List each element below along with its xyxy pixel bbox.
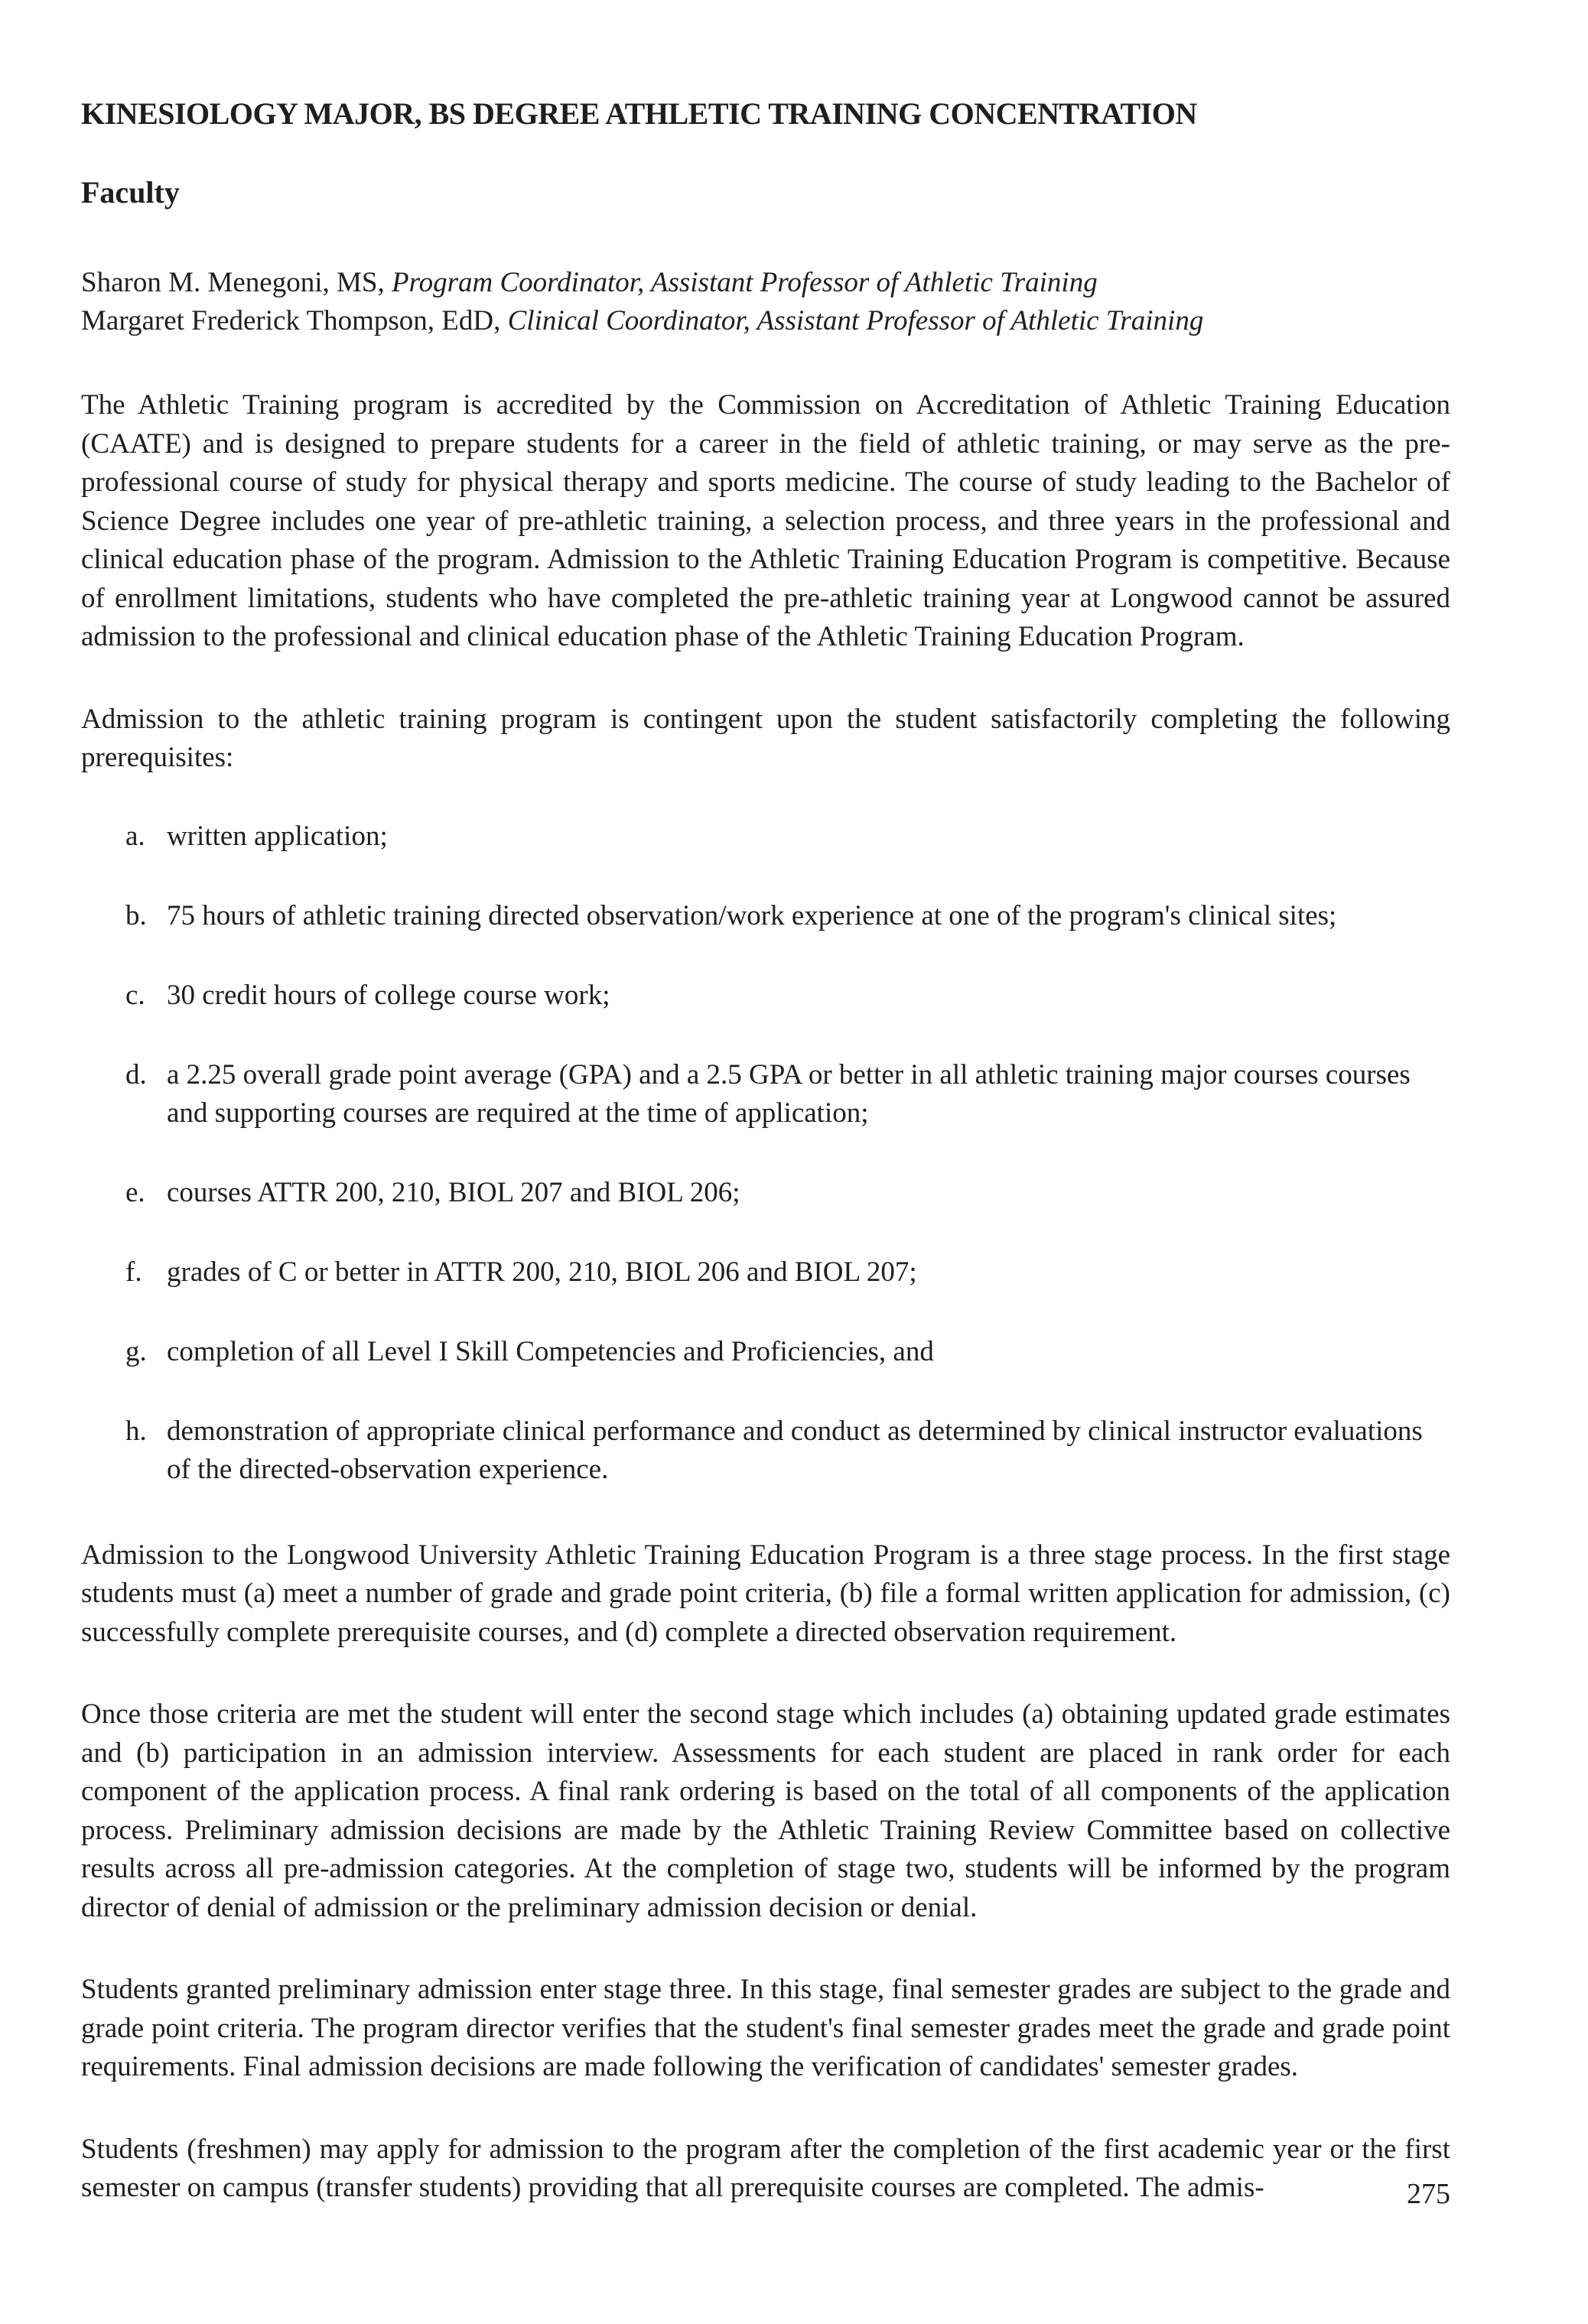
list-item xyxy=(81,1412,1450,1489)
list-item-text: 30 credit hours of college course work; xyxy=(167,979,610,1011)
list-item xyxy=(81,817,1450,856)
list-item-text: 75 hours of athletic training directed observation/work experience at one of the program's clinical sites; xyxy=(167,899,1337,931)
list-item-text: a 2.25 overall grade point average (GPA) and a 2.5 GPA or better in all athletic training major courses courses and supporting courses are required at the time of application; xyxy=(167,1058,1411,1129)
prerequisites-list xyxy=(81,817,1450,1489)
list-item xyxy=(81,977,1450,1015)
list-item-letter: d. xyxy=(125,1058,147,1090)
list-item xyxy=(81,897,1450,935)
faculty-entry xyxy=(81,264,1450,302)
faculty-role: Clinical Coordinator, Assistant Professor of Athletic Training xyxy=(507,305,1204,336)
list-item-text: courses ATTR 200, 210, BIOL 207 and BIOL 206; xyxy=(167,1176,740,1208)
list-item xyxy=(81,1253,1450,1292)
page-number: 275 xyxy=(1407,2178,1450,2210)
list-item-letter: e. xyxy=(125,1176,145,1208)
page-title: KINESIOLOGY MAJOR, BS DEGREE ATHLETIC TRAINING CONCENTRATION xyxy=(81,96,1197,131)
faculty-heading: Faculty xyxy=(81,175,180,210)
list-item-text: grades of C or better in ATTR 200, 210, BIOL 206 and BIOL 207; xyxy=(167,1256,917,1288)
list-item-letter: h. xyxy=(125,1415,147,1447)
list-item xyxy=(81,1174,1450,1212)
list-item-text: completion of all Level I Skill Competencies and Proficiencies, and xyxy=(167,1335,934,1367)
faculty-name: Margaret Frederick Thompson, EdD, xyxy=(81,305,508,336)
application-timing-paragraph: Students (freshmen) may apply for admission to the program after the completion of the first academic year or the first semester on campus (transfer students) providing that all prerequisite courses are completed. The admis- xyxy=(81,2133,1450,2203)
list-item xyxy=(81,1056,1450,1133)
list-item-text: written application; xyxy=(167,820,388,852)
list-item-letter: a. xyxy=(125,820,145,852)
faculty-list xyxy=(81,264,1450,340)
list-item-letter: g. xyxy=(125,1335,147,1367)
program-overview-paragraph: The Athletic Training program is accredited by the Commission on Accreditation of Athletic Training Education (CAATE) and is designed to prepare students for a career in the field of athletic training, or may serve as the pre-professional course of study for physical therapy and sports medicine. The course of study leading to the Bachelor of Science Degree includes one year of pre-athletic training, a selection process, and three years in the professional and clinical education phase of the program. Admission to the Athletic Training Education Program is competitive. Because of enrollment limitations, students who have completed the pre-athletic training year at Longwood cannot be assured admission to the professional and clinical education phase of the Athletic Training Education Program. xyxy=(81,389,1450,652)
admission-stage-three-paragraph: Students granted preliminary admission enter stage three. In this stage, final semester grades are subject to the grade and grade point criteria. The program director verifies that the student's final semester grades meet the grade and grade point requirements. Final admission decisions are made following the verification of candidates' semester grades. xyxy=(81,1974,1450,2082)
admission-stage-one-paragraph: Admission to the Longwood University Athletic Training Education Program is a three stage process. In the first stage students must (a) meet a number of grade and grade point criteria, (b) file a formal written application for admission, (c) successfully complete prerequisite courses, and (d) complete a directed observation requirement. xyxy=(81,1539,1450,1648)
faculty-entry xyxy=(81,302,1450,340)
list-item-letter: b. xyxy=(125,899,147,931)
list-item xyxy=(81,1333,1450,1371)
faculty-role: Program Coordinator, Assistant Professor of Athletic Training xyxy=(391,267,1098,298)
faculty-name: Sharon M. Menegoni, MS, xyxy=(81,267,392,298)
list-item-letter: c. xyxy=(125,979,145,1011)
admission-stage-two-paragraph: Once those criteria are met the student will enter the second stage which includes (a) obtaining updated grade estimates and (b) participation in an admission interview. Assessments for each student are placed in rank order for each component of the application process. A final rank ordering is based on the total of all components of the application process. Preliminary admission decisions are made by the Athletic Training Review Committee based on collective results across all pre-admission categories. At the completion of stage two, students will be informed by the program director of denial of admission or the preliminary admission decision or denial. xyxy=(81,1698,1450,1923)
document-page xyxy=(81,96,1450,2251)
list-item-letter: f. xyxy=(125,1256,142,1288)
prerequisites-intro-paragraph: Admission to the athletic training program is contingent upon the student satisfactorily completing the following prerequisites: xyxy=(81,703,1450,773)
list-item-text: demonstration of appropriate clinical performance and conduct as determined by clinical instructor evaluations of the directed-observation experience. xyxy=(167,1415,1423,1485)
